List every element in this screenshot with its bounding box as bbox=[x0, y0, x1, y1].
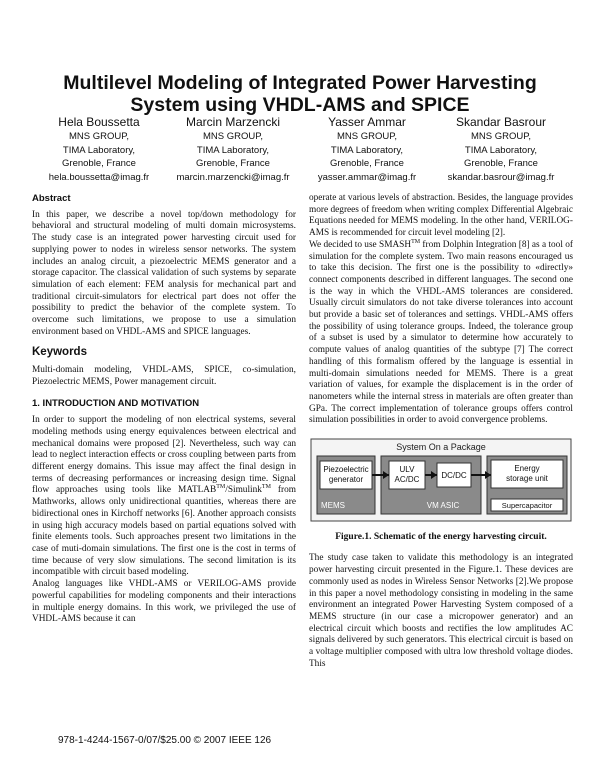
author-4 bbox=[434, 115, 568, 184]
author-email: hela.boussetta@imag.fr bbox=[48, 171, 150, 183]
trademark: TM bbox=[261, 484, 271, 491]
title-line-2: System using VHDL-AMS and SPICE bbox=[130, 94, 470, 116]
author-group: MNS GROUP, bbox=[336, 131, 397, 142]
intro-text-a: In order to support the modeling of non electrical systems, several modeling methods using energy equivalences between electrical and mechanical domains were proposed [2]. Nevertheless, such way can lead to neglect interaction effects or cross coupling between parts from different energy domains. This issue may affect the final design in terms of decreasing performances or increasing design time. Signal flow approaches using tools like MATLAB bbox=[32, 415, 296, 496]
author-email: yasser.ammar@imag.fr bbox=[317, 171, 417, 183]
author-email: skandar.basrour@imag.fr bbox=[447, 171, 555, 183]
author-1 bbox=[32, 115, 166, 184]
asic-label: VM ASIC bbox=[426, 501, 460, 511]
author-name: Yasser Ammar bbox=[328, 115, 406, 129]
trademark: TM bbox=[216, 484, 226, 491]
figure-caption: Figure.1. Schematic of the energy harvesting circuit. bbox=[335, 531, 547, 542]
trademark: TM bbox=[411, 238, 421, 245]
intro-text-b: /Simulink bbox=[225, 485, 262, 496]
ulv-label-2: AC/DC bbox=[394, 475, 420, 485]
author-lab: TIMA Laboratory, bbox=[62, 144, 136, 156]
keywords-text: Multi-domain modeling, VHDL-AMS, SPICE, co-simulation, Piezoelectric MEMS, Power management circuit. bbox=[32, 365, 296, 387]
author-group: MNS GROUP, bbox=[202, 131, 263, 142]
author-group: MNS GROUP, bbox=[68, 131, 129, 142]
figure-1 bbox=[309, 437, 573, 528]
author-group: MNS GROUP, bbox=[470, 131, 531, 142]
author-block bbox=[32, 115, 568, 184]
intro-text-c: from Mathworks, allows only unidirectional quantities, whereas there are bidirectional ones in Kirchoff networks [6]. Another approach consists in using high accuracy models based on partial equations solved with finite elements tools. Such approaches present two limitations in the case of muti-domain simulations. The first one is the cost in terms of time because of very slow simulations. The second limitation is its incompatible with circuit based modeling. bbox=[32, 485, 296, 578]
author-3 bbox=[300, 115, 434, 184]
author-lab: TIMA Laboratory, bbox=[196, 144, 270, 156]
mems-label: MEMS bbox=[321, 501, 345, 511]
energy-harvesting-schematic bbox=[309, 437, 573, 523]
supercap-label: Supercapacitor bbox=[501, 501, 553, 511]
author-city: Grenoble, France bbox=[196, 158, 270, 169]
energy-label-2: storage unit bbox=[506, 474, 548, 484]
page-footer: 978-1-4244-1567-0/07/$25.00 © 2007 IEEE 126 bbox=[58, 735, 272, 746]
energy-label-1: Energy bbox=[514, 464, 540, 474]
intro-paragraph-2: Analog languages like VHDL-AMS or VERILOG-AMS provide powerful capabilities for modeling components and their interactions in multiple energy domains. In this work, we privileged the use of VHDL-AMS because it can bbox=[32, 579, 296, 625]
author-2 bbox=[166, 115, 300, 184]
author-name: Hela Boussetta bbox=[58, 115, 140, 129]
intro-paragraph-1 bbox=[32, 415, 296, 579]
author-city: Grenoble, France bbox=[62, 158, 136, 169]
author-city: Grenoble, France bbox=[464, 158, 538, 169]
package-label: System On a Package bbox=[396, 442, 486, 453]
right-paragraph-2 bbox=[309, 240, 573, 427]
abstract-text: In this paper, we describe a novel top/down methodology for behavioral and structural modeling of multi domain microsystems. The study case is an integrated power harvesting circuit used for supplying power to nodes in wireless sensor networks. The system includes an analog circuit, a piezoelectric MEMS generator and a storage capacitor. The classical validation of such systems by separate simulation of each element: FEM analysis for mechanical part and traditional circuit-simulators for electrical part does not offer the possibility to predict the behavior of the complete system. To overcome such limitations, we propose to use a simulation environment based on VHDL-AMS and SPICE languages. bbox=[32, 209, 296, 337]
right-paragraph-1: operate at various levels of abstraction. Besides, the language provides more degrees of freedom when writing complex Differential Algebraic Equations needed for MEMS modeling. In the other hand, VERILOG-AMS is recommended for circuit level modeling [2]. bbox=[309, 193, 573, 239]
right-column bbox=[309, 193, 573, 671]
author-email: marcin.marzencki@imag.fr bbox=[176, 171, 290, 183]
author-lab: TIMA Laboratory, bbox=[464, 144, 538, 156]
left-column bbox=[32, 193, 296, 626]
author-lab: TIMA Laboratory, bbox=[330, 144, 404, 156]
smash-text-b: from Dolphin Integration [8] as a tool of simulation for the complete system. Two main reasons encouraged us to take this decision. The first one is the possibility to «directly» connect components described in different languages. The second one is the way in which the VHDL-AMS tolerances are considered. Usually circuit simulators do not take diverse tolerances into account but provide a basic set of tolerances and settings. VHDL-AMS offers the possibility of using tolerance groups. Indeed, the tolerance group of a subset is used by a simulator to determine how accurately to compute values of analog quantities of the subtype [7] The correct handling of this formalism offered by the language is essential in multi-domain simulations needed for MEMS. There is a great variation of values, for example the displacement is in the order of nanometers while the internal stress in materials are often greater than GPa. The correct implementation of tolerance groups offers control simulation possibilities in order to avoid convergence problems. bbox=[309, 239, 573, 426]
right-paragraph-3: The study case taken to validate this methodology is an integrated power harvesting circuit presented in the Figure.1. These devices are commonly used as nodes in Wireless Sensor Networks [2].We propose in this paper a novel methodology consisting in modeling in the same environment an integrated Power Harvesting System composed of a MEMS structure (in our case a micropower generator) and an electrical circuit which boosts and rectifies the low amplitudes AC signals delivered by such generators. This electrical circuit is based on a voltage multiplier composed with ultra low threshold voltage diodes. This bbox=[309, 553, 573, 669]
piezo-label-2: generator bbox=[328, 475, 364, 485]
author-name: Marcin Marzencki bbox=[185, 115, 281, 129]
dcdc-label: DC/DC bbox=[441, 471, 467, 481]
abstract-heading: Abstract bbox=[32, 193, 71, 204]
intro-heading: 1. INTRODUCTION AND MOTIVATION bbox=[32, 397, 200, 409]
title-line-1: Multilevel Modeling of Integrated Power Harvesting bbox=[63, 72, 537, 94]
author-city: Grenoble, France bbox=[330, 158, 404, 169]
smash-text-a: We decided to use SMASH bbox=[309, 239, 412, 250]
keywords-heading: Keywords bbox=[32, 346, 87, 359]
author-name: Skandar Basrour bbox=[455, 115, 547, 129]
paper-title bbox=[40, 72, 560, 116]
ulv-label-1: ULV bbox=[399, 465, 415, 475]
piezo-label-1: Piezoelectric bbox=[323, 465, 369, 475]
